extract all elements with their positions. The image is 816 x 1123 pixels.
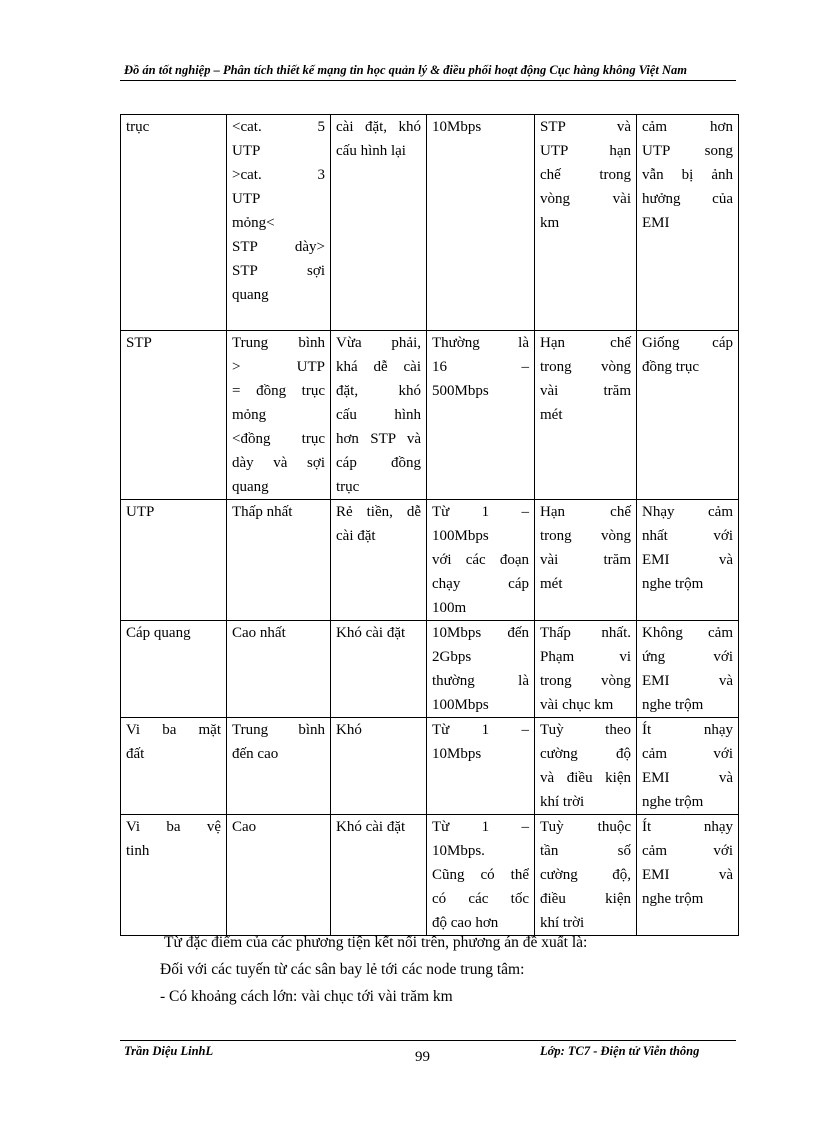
cell-line: cấu hình [336, 407, 421, 423]
table-cell-emi [637, 815, 739, 936]
cell-line: Hạn chế [540, 504, 631, 520]
body-paragraph: - Có khoảng cách lớn: vài chục tới vài trăm km [160, 988, 453, 1005]
table-cell-emi [637, 115, 739, 331]
cell-line: đến cao [232, 746, 279, 762]
cell-line: Từ 1 – [432, 722, 529, 738]
cell-line: trong vòng [540, 673, 631, 689]
cell-line: EMI [642, 215, 670, 231]
cell-line: <đồng trục [232, 431, 325, 447]
cell-line: Khó [336, 722, 362, 738]
table-cell-emi [637, 500, 739, 621]
cell-line: Khó cài đặt [336, 819, 406, 835]
table-row [121, 500, 739, 621]
cell-line: 2Gbps [432, 649, 472, 665]
cell-line: UTP [232, 191, 261, 207]
cell-line: Tuỳ theo [540, 722, 631, 738]
cell-line: cáp đồng [336, 455, 421, 471]
cell-line: cảm hơn [642, 119, 733, 135]
cell-line: Từ 1 – [432, 504, 529, 520]
cell-line: nghe trộm [642, 576, 704, 592]
cell-line: Rẻ tiền, dễ [336, 504, 421, 520]
table-cell-emi [637, 621, 739, 718]
cell-line: Phạm vi [540, 649, 631, 665]
table-cell-cost [227, 718, 331, 815]
cell-line: nghe trộm [642, 794, 704, 810]
table-cell-cost [227, 815, 331, 936]
cell-line: UTP [232, 143, 261, 159]
table-body [121, 115, 739, 936]
body-paragraph: Đối với các tuyến từ các sân bay lẻ tới các node trung tâm: [160, 961, 525, 978]
cell-line: Từ 1 – [432, 819, 529, 835]
cell-line: quang [232, 479, 269, 495]
table-cell-distance [535, 500, 637, 621]
cell-line: Ít nhạy [642, 819, 733, 835]
table-cell-name [121, 621, 227, 718]
page-number: 99 [415, 1049, 430, 1065]
table-cell-name [121, 815, 227, 936]
cell-line: UTP [126, 504, 155, 520]
cell-line: khá dễ cài [336, 359, 421, 375]
cell-line: Cũng có thể [432, 867, 529, 883]
cell-line: đặt, khó [336, 383, 421, 399]
cell-line: nghe trộm [642, 891, 704, 907]
cell-line: 100m [432, 600, 467, 616]
table-cell-distance [535, 331, 637, 500]
cell-line: vài chục km [540, 697, 614, 713]
cell-line: ứng với [642, 649, 733, 665]
comparison-table [120, 114, 739, 936]
table-cell-name [121, 718, 227, 815]
cell-line: Cao [232, 819, 257, 835]
cell-line: và điều kiện [540, 770, 631, 786]
table-cell-cost [227, 621, 331, 718]
cell-line: cảm với [642, 746, 733, 762]
cell-line: EMI và [642, 770, 733, 786]
cell-line: 100Mbps [432, 697, 489, 713]
cell-line: dày và sợi [232, 455, 325, 471]
cell-line: thường là [432, 673, 529, 689]
table-cell-distance [535, 718, 637, 815]
cell-line: trong vòng [540, 528, 631, 544]
cell-line: Nhạy cảm [642, 504, 733, 520]
cell-line: hơn STP và [336, 431, 421, 447]
cell-line: nhất với [642, 528, 733, 544]
cell-line: UTP song [642, 143, 733, 159]
table-row [121, 718, 739, 815]
cell-line: 16 – [432, 359, 529, 375]
cell-line: Vi ba vệ [126, 819, 221, 835]
table-cell-name [121, 115, 227, 331]
cell-line: 10Mbps đến [432, 625, 529, 641]
footer-class: Lớp: TC7 - Điện tử Viễn thông [540, 1044, 700, 1058]
cell-line: cảm với [642, 843, 733, 859]
cell-line: mỏng< [232, 215, 275, 231]
table-cell-cost [227, 331, 331, 500]
cell-line: khí trời [540, 794, 585, 810]
table-row [121, 815, 739, 936]
cell-line: 500Mbps [432, 383, 489, 399]
footer-divider [120, 1040, 736, 1041]
cell-line: với các đoạn [432, 552, 529, 568]
table-cell-name [121, 500, 227, 621]
cell-line: = đồng trục [232, 383, 325, 399]
table-row [121, 115, 739, 331]
page-header-title: Đồ án tốt nghiệp – Phân tích thiết kế mạng tin học quản lý & điều phối hoạt động Cục hàng không Việt Nam [124, 63, 687, 77]
cell-line: EMI và [642, 673, 733, 689]
cell-line: STP sợi [232, 263, 325, 279]
cell-line: Trung bình [232, 335, 325, 351]
cell-line: Trung bình [232, 722, 325, 738]
cell-line: chế trong [540, 167, 631, 183]
cell-line: Thấp nhất. [540, 625, 631, 641]
cell-line: 10Mbps [432, 746, 482, 762]
cell-line: STP dày> [232, 239, 325, 255]
cell-line: nghe trộm [642, 697, 704, 713]
cell-line: Không cảm [642, 625, 733, 641]
cell-line: có các tốc [432, 891, 529, 907]
cell-line: Cao nhất [232, 625, 286, 641]
cell-line: EMI và [642, 867, 733, 883]
table-cell-distance [535, 815, 637, 936]
table-cell-install [331, 500, 427, 621]
cell-line: điều kiện [540, 891, 631, 907]
cell-line: UTP hạn [540, 143, 631, 159]
cell-line: >cat. 3 [232, 167, 325, 183]
cell-line: Thấp nhất [232, 504, 293, 520]
cell-line: cường độ [540, 746, 631, 762]
cell-line: chạy cáp [432, 576, 529, 592]
cell-line: tinh [126, 843, 150, 859]
table-cell-speed [427, 115, 535, 331]
cell-line: km [540, 215, 560, 231]
cell-line: Tuỳ thuộc [540, 819, 631, 835]
cell-line: Hạn chế [540, 335, 631, 351]
cell-line: 100Mbps [432, 528, 489, 544]
cell-line: mét [540, 407, 563, 423]
cell-line: Vi ba mặt [126, 722, 221, 738]
table-cell-speed [427, 331, 535, 500]
table-row [121, 621, 739, 718]
table-cell-emi [637, 718, 739, 815]
table-cell-distance [535, 621, 637, 718]
cell-line: vài trăm [540, 383, 631, 399]
cell-line: 10Mbps [432, 119, 482, 135]
cell-line: hưởng của [642, 191, 733, 207]
cell-line: Cáp quang [126, 625, 191, 641]
table-row [121, 331, 739, 500]
table-cell-speed [427, 815, 535, 936]
table-cell-name [121, 331, 227, 500]
cell-line: STP [126, 335, 152, 351]
table-cell-distance [535, 115, 637, 331]
table-cell-install [331, 331, 427, 500]
cell-line: mỏng [232, 407, 267, 423]
table-cell-speed [427, 621, 535, 718]
footer-author: Trần Diệu LinhL [124, 1044, 214, 1058]
cell-line: cài đặt [336, 528, 376, 544]
table-cell-install [331, 115, 427, 331]
cell-line: Vừa phải, [336, 335, 421, 351]
cell-line: trục [126, 119, 150, 135]
header-divider [120, 80, 736, 81]
cell-line: cấu hình lại [336, 143, 406, 159]
cell-line: đất [126, 746, 145, 762]
cell-line: tần số [540, 843, 631, 859]
cell-line: Ít nhạy [642, 722, 733, 738]
cell-line: trục [336, 479, 360, 495]
cell-line: cài đặt, khó [336, 119, 421, 135]
cell-line: mét [540, 576, 563, 592]
cell-line: Khó cài đặt [336, 625, 406, 641]
table-cell-install [331, 718, 427, 815]
cell-line: > UTP [232, 359, 325, 375]
cell-line: khí trời [540, 915, 585, 931]
cell-line: trong vòng [540, 359, 631, 375]
cell-line: đồng trục [642, 359, 700, 375]
table-cell-install [331, 621, 427, 718]
cell-line: vài trăm [540, 552, 631, 568]
cell-line: cường độ, [540, 867, 631, 883]
cell-line: Thường là [432, 335, 529, 351]
cell-line: EMI và [642, 552, 733, 568]
cell-line: Giống cáp [642, 335, 733, 351]
cell-line: <cat. 5 [232, 119, 325, 135]
table-cell-cost [227, 500, 331, 621]
table-cell-emi [637, 331, 739, 500]
cell-line: vòng vài [540, 191, 631, 207]
cell-line: 10Mbps. [432, 843, 485, 859]
table-cell-cost [227, 115, 331, 331]
table-cell-install [331, 815, 427, 936]
cell-line: quang [232, 287, 269, 303]
cell-line: STP và [540, 119, 631, 135]
cell-line: độ cao hơn [432, 915, 499, 931]
cell-line: vẫn bị ảnh [642, 167, 733, 183]
table-cell-speed [427, 718, 535, 815]
table-cell-speed [427, 500, 535, 621]
body-paragraph: Từ đặc điểm của các phương tiện kết nối trên, phương án đề xuất là: [164, 934, 588, 951]
